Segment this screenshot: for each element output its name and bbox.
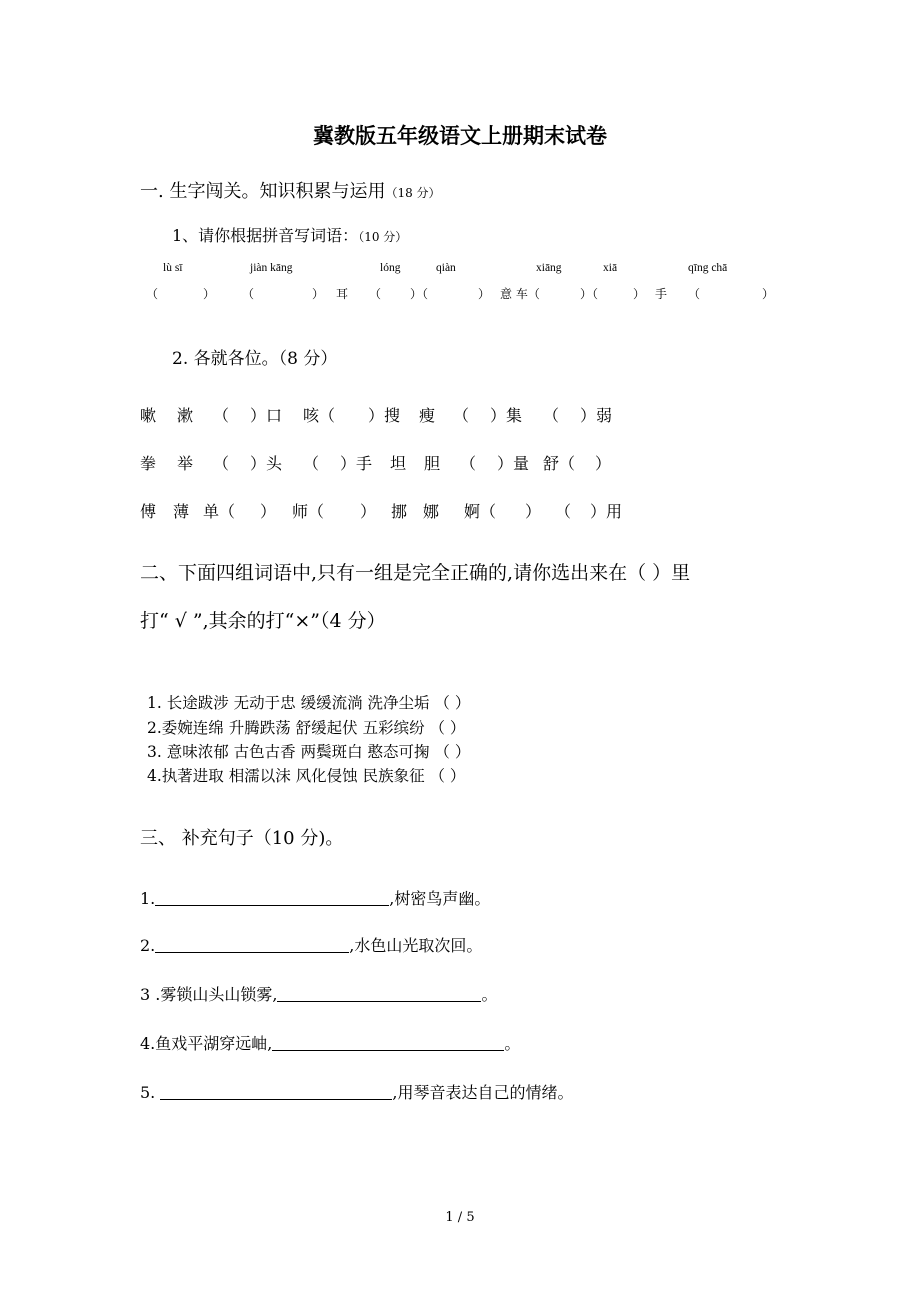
- fill-line[interactable]: [155, 889, 389, 906]
- char: 挪: [391, 502, 408, 521]
- sentence-suffix: ,树密鸟声幽。: [389, 889, 491, 908]
- section-1-points: （18 分）: [385, 186, 441, 200]
- sentence-4: [140, 1031, 520, 1054]
- char-blank[interactable]: 咳（: [303, 406, 336, 425]
- pinyin-qingcha: qīng chā: [688, 262, 728, 274]
- option-1[interactable]: 1. 长途跋涉 无动于忠 缓缓流淌 洗净尘垢 （ ）: [147, 694, 471, 712]
- blank-paren[interactable]: （: [146, 287, 159, 301]
- sentence-prefix: 2.: [140, 936, 156, 955]
- blank-paren[interactable]: （: [213, 406, 230, 425]
- blank-paren[interactable]: （: [213, 454, 230, 473]
- fill-line[interactable]: [272, 1034, 504, 1051]
- char-blank[interactable]: ）用: [590, 502, 623, 521]
- char: 瘦: [419, 406, 436, 425]
- sentence-suffix: 。: [481, 985, 498, 1004]
- blank-paren: ）: [203, 287, 216, 301]
- char-blank[interactable]: ）弱: [580, 406, 613, 425]
- pinyin-lusi: lù sī: [163, 262, 183, 274]
- sentence-5: [140, 1080, 573, 1103]
- blank-paren[interactable]: （: [303, 454, 320, 473]
- char-blank[interactable]: 师（: [292, 502, 325, 521]
- blank-paren: ）: [478, 287, 491, 301]
- sentence-prefix: 1.: [140, 889, 156, 908]
- sentence-suffix: ,用琴音表达自己的情绪。: [392, 1083, 574, 1102]
- fill-line[interactable]: [155, 936, 349, 953]
- blank-paren[interactable]: （: [555, 502, 572, 521]
- sentence-prefix: 3 .雾锁山头山锁雾,: [140, 985, 278, 1004]
- blank-paren: ）: [525, 502, 542, 521]
- char: 傅: [140, 502, 157, 521]
- blank-paren: ）: [260, 502, 277, 521]
- page-title: 冀教版五年级语文上册期末试卷: [313, 123, 607, 148]
- char: 拳: [140, 454, 157, 473]
- char-blank[interactable]: 舒（: [543, 454, 576, 473]
- char-blank[interactable]: ）搜: [368, 406, 401, 425]
- char: 薄: [173, 502, 190, 521]
- blank-char[interactable]: 意 车（: [500, 287, 540, 301]
- char-blank[interactable]: ）口: [250, 406, 283, 425]
- question-2-heading: 2. 各就各位。（8 分）: [172, 349, 338, 369]
- pinyin-xiang: xiāng: [536, 262, 562, 274]
- section-1-heading: [140, 177, 441, 203]
- sentence-1: [140, 886, 490, 909]
- sentence-prefix: 5.: [140, 1083, 161, 1102]
- blank-paren[interactable]: ）（: [410, 287, 429, 301]
- char-blank[interactable]: ）量: [497, 454, 530, 473]
- section-3-heading: 三、 补充句子（10 分)。: [140, 828, 344, 849]
- question-1-heading: [172, 223, 407, 246]
- blank-paren: ）: [360, 502, 377, 521]
- char-blank[interactable]: ）头: [250, 454, 283, 473]
- char-blank[interactable]: ）手: [340, 454, 373, 473]
- option-3[interactable]: 3. 意味浓郁 古色古香 两鬓斑白 憨态可掬 （ ）: [147, 743, 471, 761]
- pinyin-jiankang: jiàn kāng: [250, 262, 293, 274]
- sentence-prefix: 4.鱼戏平湖穿远岫,: [140, 1034, 273, 1053]
- section-2-line-1: 二、下面四组词语中,只有一组是完全正确的,请你选出来在（ ）里: [140, 562, 691, 584]
- pinyin-long: lóng: [380, 262, 401, 274]
- blank-char: 手: [655, 287, 668, 301]
- blank-paren[interactable]: （: [369, 287, 382, 301]
- option-4[interactable]: 4.执著进取 相濡以沫 风化侵蚀 民族象征 （ ）: [147, 767, 466, 785]
- blank-paren[interactable]: ）（: [580, 287, 599, 301]
- blank-paren: ）: [762, 287, 775, 301]
- char-blank[interactable]: ）集: [490, 406, 523, 425]
- blank-paren: ）: [312, 287, 325, 301]
- char: 漱: [177, 406, 194, 425]
- char-blank[interactable]: 婀（: [464, 502, 497, 521]
- blank-paren[interactable]: （: [543, 406, 560, 425]
- pinyin-xia: xiā: [603, 262, 618, 274]
- section-1-text: 一. 生字闯关。知识积累与运用: [140, 181, 386, 202]
- blank-paren[interactable]: （: [460, 454, 477, 473]
- question-1-text: 1、请你根据拼音写词语：: [172, 226, 359, 245]
- fill-line[interactable]: [277, 985, 481, 1002]
- char: 嗽: [140, 406, 157, 425]
- char: 娜: [423, 502, 440, 521]
- blank-paren[interactable]: （: [453, 406, 470, 425]
- question-1-points: （10 分）: [358, 230, 408, 244]
- fill-line[interactable]: [160, 1083, 392, 1100]
- char: 胆: [424, 454, 441, 473]
- char-blank[interactable]: 单（: [203, 502, 236, 521]
- sentence-2: [140, 933, 482, 956]
- sentence-suffix: 。: [504, 1034, 521, 1053]
- section-2-line-2: 打“ √ ”,其余的打“×”（4 分）: [140, 610, 386, 632]
- pinyin-qian: qiàn: [436, 262, 456, 274]
- blank-paren: ）: [595, 454, 612, 473]
- char: 举: [177, 454, 194, 473]
- blank-char: 耳: [336, 287, 349, 301]
- sentence-3: [140, 982, 497, 1005]
- page-number: 1 / 5: [445, 1210, 475, 1225]
- sentence-suffix: ,水色山光取次回。: [349, 936, 483, 955]
- option-2[interactable]: 2.委婉连绵 升腾跌荡 舒缓起伏 五彩缤纷 （ ）: [147, 719, 466, 737]
- blank-paren: ）: [633, 287, 646, 301]
- blank-paren[interactable]: （: [242, 287, 255, 301]
- blank-paren[interactable]: （: [688, 287, 701, 301]
- char: 坦: [390, 454, 407, 473]
